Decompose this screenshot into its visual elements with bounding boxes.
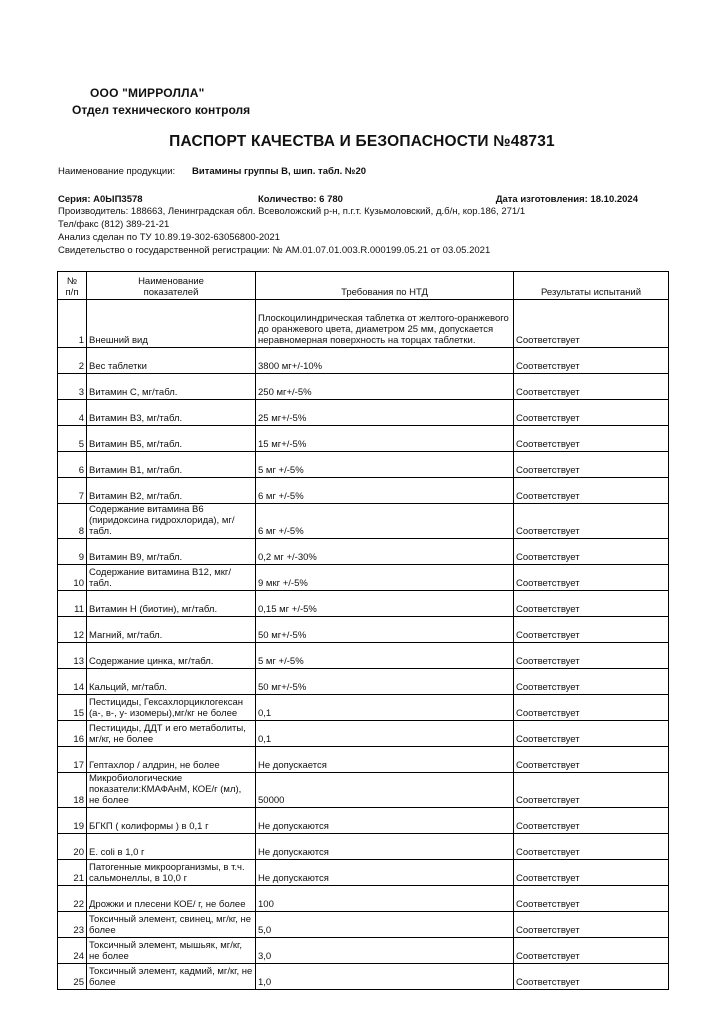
requirement-value: 3,0 — [256, 938, 514, 964]
table-row — [58, 591, 669, 617]
row-number: 5 — [58, 426, 87, 452]
test-result: Соответствует — [514, 478, 669, 504]
indicator-name: Витамин В1, мг/табл. — [87, 452, 256, 478]
row-number: 6 — [58, 452, 87, 478]
quantity: Количество: 6 780 — [258, 194, 343, 205]
indicator-name: Витамин В3, мг/табл. — [87, 400, 256, 426]
test-result: Соответствует — [514, 348, 669, 374]
requirement-value: Не допускаются — [256, 808, 514, 834]
product-name: Витамины группы В, шип. табл. №20 — [192, 166, 367, 177]
requirement-value: 9 мкг +/-5% — [256, 565, 514, 591]
indicator-name: Содержание витамина В6 (пиридоксина гидрохлорида), мг/табл. — [87, 504, 256, 539]
test-result: Соответствует — [514, 721, 669, 747]
requirement-value: 0,1 — [256, 721, 514, 747]
table-row — [58, 886, 669, 912]
row-number: 23 — [58, 912, 87, 938]
row-number: 1 — [58, 300, 87, 348]
requirement-value: Не допускается — [256, 747, 514, 773]
test-result: Соответствует — [514, 300, 669, 348]
requirement-value: Плоскоцилиндрическая таблетка от желтого-оранжевого до оранжевого цвета, диаметром 25 мм, допускается неравномерная поверхность на торцах таблетки. — [256, 300, 514, 348]
requirement-value: 50000 — [256, 773, 514, 808]
indicator-name: Пестициды, Гексахлорциклогексан (а-, в-, у- изомеры),мг/кг не более — [87, 695, 256, 721]
requirement-value: 50 мг+/-5% — [256, 617, 514, 643]
test-result: Соответствует — [514, 695, 669, 721]
row-number: 15 — [58, 695, 87, 721]
test-result: Соответствует — [514, 834, 669, 860]
indicator-name: Микробиологические показатели:КМАФАнМ, КОЕ/г (мл), не более — [87, 773, 256, 808]
row-number: 25 — [58, 964, 87, 990]
table-row — [58, 834, 669, 860]
department-name: Отдел технического контроля — [72, 103, 251, 117]
table-row — [58, 539, 669, 565]
test-result: Соответствует — [514, 747, 669, 773]
row-number: 16 — [58, 721, 87, 747]
indicator-name: Пестициды, ДДТ и его метаболиты, мг/кг, не более — [87, 721, 256, 747]
table-row — [58, 721, 669, 747]
indicator-name: Витамин В2, мг/табл. — [87, 478, 256, 504]
test-result: Соответствует — [514, 591, 669, 617]
table-row — [58, 808, 669, 834]
test-result: Соответствует — [514, 617, 669, 643]
requirement-value: 3800 мг+/-10% — [256, 348, 514, 374]
header-num: № п/п — [58, 272, 87, 300]
row-number: 3 — [58, 374, 87, 400]
test-result: Соответствует — [514, 964, 669, 990]
test-result: Соответствует — [514, 860, 669, 886]
test-result: Соответствует — [514, 426, 669, 452]
header-name: Наименование показателей — [87, 272, 256, 300]
table-row — [58, 374, 669, 400]
company-name: ООО "МИРРОЛЛА" — [90, 86, 205, 100]
requirement-value: 0,1 — [256, 695, 514, 721]
row-number: 11 — [58, 591, 87, 617]
header-results: Результаты испытаний — [514, 272, 669, 300]
test-result: Соответствует — [514, 374, 669, 400]
row-number: 2 — [58, 348, 87, 374]
table-row — [58, 938, 669, 964]
header-requirements: Требования по НТД — [256, 272, 514, 300]
test-result: Соответствует — [514, 539, 669, 565]
requirement-value: 50 мг+/-5% — [256, 669, 514, 695]
requirement-value: 5,0 — [256, 912, 514, 938]
registration-certificate: Свидетельство о государственной регистрации: № AM.01.07.01.003.R.000199.05.21 от 03.05.2021 — [58, 245, 491, 256]
table-row — [58, 426, 669, 452]
indicator-name: Токсичный элемент, мышьяк, мг/кг, не более — [87, 938, 256, 964]
requirement-value: 5 мг +/-5% — [256, 643, 514, 669]
table-row — [58, 300, 669, 348]
phone-fax: Тел/факс (812) 389-21-21 — [58, 219, 170, 230]
table-row — [58, 400, 669, 426]
product-label: Наименование продукции: — [58, 166, 176, 177]
table-row — [58, 695, 669, 721]
test-result: Соответствует — [514, 565, 669, 591]
test-result: Соответствует — [514, 773, 669, 808]
requirement-value: 15 мг+/-5% — [256, 426, 514, 452]
table-row — [58, 964, 669, 990]
requirement-value: 0,2 мг +/-30% — [256, 539, 514, 565]
indicator-name: Внешний вид — [87, 300, 256, 348]
test-result: Соответствует — [514, 504, 669, 539]
requirement-value: 0,15 мг +/-5% — [256, 591, 514, 617]
table-row — [58, 617, 669, 643]
row-number: 14 — [58, 669, 87, 695]
row-number: 19 — [58, 808, 87, 834]
series-number: Серия: А0ЫП3578 — [58, 194, 143, 205]
requirement-value: 1,0 — [256, 964, 514, 990]
indicator-name: Витамин С, мг/табл. — [87, 374, 256, 400]
row-number: 24 — [58, 938, 87, 964]
analysis-standard: Анализ сделан по ТУ 10.89.19-302-63056800-2021 — [58, 232, 280, 243]
indicator-name: Токсичный элемент, свинец, мг/кг, не более — [87, 912, 256, 938]
table-body — [58, 300, 669, 990]
indicator-name: Витамин В5, мг/табл. — [87, 426, 256, 452]
row-number: 10 — [58, 565, 87, 591]
table-row — [58, 747, 669, 773]
requirement-value: 6 мг +/-5% — [256, 504, 514, 539]
row-number: 20 — [58, 834, 87, 860]
indicator-name: Содержание цинка, мг/табл. — [87, 643, 256, 669]
table-row — [58, 912, 669, 938]
row-number: 4 — [58, 400, 87, 426]
table-row — [58, 773, 669, 808]
test-result: Соответствует — [514, 400, 669, 426]
row-number: 17 — [58, 747, 87, 773]
indicator-name: Гептахлор / алдрин, не более — [87, 747, 256, 773]
table-row — [58, 504, 669, 539]
table-row — [58, 452, 669, 478]
table-row — [58, 669, 669, 695]
test-result: Соответствует — [514, 452, 669, 478]
indicator-name: БГКП ( колиформы ) в 0,1 г — [87, 808, 256, 834]
requirement-value: Не допускаются — [256, 834, 514, 860]
indicator-name: Содержание витамина В12, мкг/табл. — [87, 565, 256, 591]
indicator-name: Токсичный элемент, кадмий, мг/кг, не более — [87, 964, 256, 990]
test-result: Соответствует — [514, 912, 669, 938]
test-result: Соответствует — [514, 808, 669, 834]
requirement-value: 5 мг +/-5% — [256, 452, 514, 478]
indicator-name: Вес таблетки — [87, 348, 256, 374]
producer-address: Производитель: 188663, Ленинградская обл. Всеволожский р-н, п.г.т. Кузьмоловский, д.б/н, кор.186, 271/1 — [58, 206, 526, 217]
indicator-name: Патогенные микроорганизмы, в т.ч. сальмонеллы, в 10,0 г — [87, 860, 256, 886]
indicator-name: Кальций, мг/табл. — [87, 669, 256, 695]
indicator-name: Витамин В9, мг/табл. — [87, 539, 256, 565]
row-number: 22 — [58, 886, 87, 912]
test-result: Соответствует — [514, 938, 669, 964]
table-row — [58, 565, 669, 591]
table-row — [58, 860, 669, 886]
indicator-name: Магний, мг/табл. — [87, 617, 256, 643]
quality-table — [57, 271, 669, 990]
row-number: 18 — [58, 773, 87, 808]
row-number: 13 — [58, 643, 87, 669]
row-number: 12 — [58, 617, 87, 643]
requirement-value: 25 мг+/-5% — [256, 400, 514, 426]
row-number: 7 — [58, 478, 87, 504]
table-row — [58, 643, 669, 669]
test-result: Соответствует — [514, 886, 669, 912]
document-title: ПАСПОРТ КАЧЕСТВА И БЕЗОПАСНОСТИ №48731 — [169, 133, 555, 150]
table-row — [58, 348, 669, 374]
requirement-value: 6 мг +/-5% — [256, 478, 514, 504]
table-row — [58, 478, 669, 504]
row-number: 21 — [58, 860, 87, 886]
test-result: Соответствует — [514, 669, 669, 695]
indicator-name: Дрожжи и плесени КОЕ/ г, не более — [87, 886, 256, 912]
requirement-value: 250 мг+/-5% — [256, 374, 514, 400]
row-number: 9 — [58, 539, 87, 565]
test-result: Соответствует — [514, 643, 669, 669]
manufacture-date: Дата изготовления: 18.10.2024 — [495, 194, 638, 205]
row-number: 8 — [58, 504, 87, 539]
indicator-name: Витамин Н (биотин), мг/табл. — [87, 591, 256, 617]
indicator-name: E. coli в 1,0 г — [87, 834, 256, 860]
requirement-value: Не допускаются — [256, 860, 514, 886]
requirement-value: 100 — [256, 886, 514, 912]
